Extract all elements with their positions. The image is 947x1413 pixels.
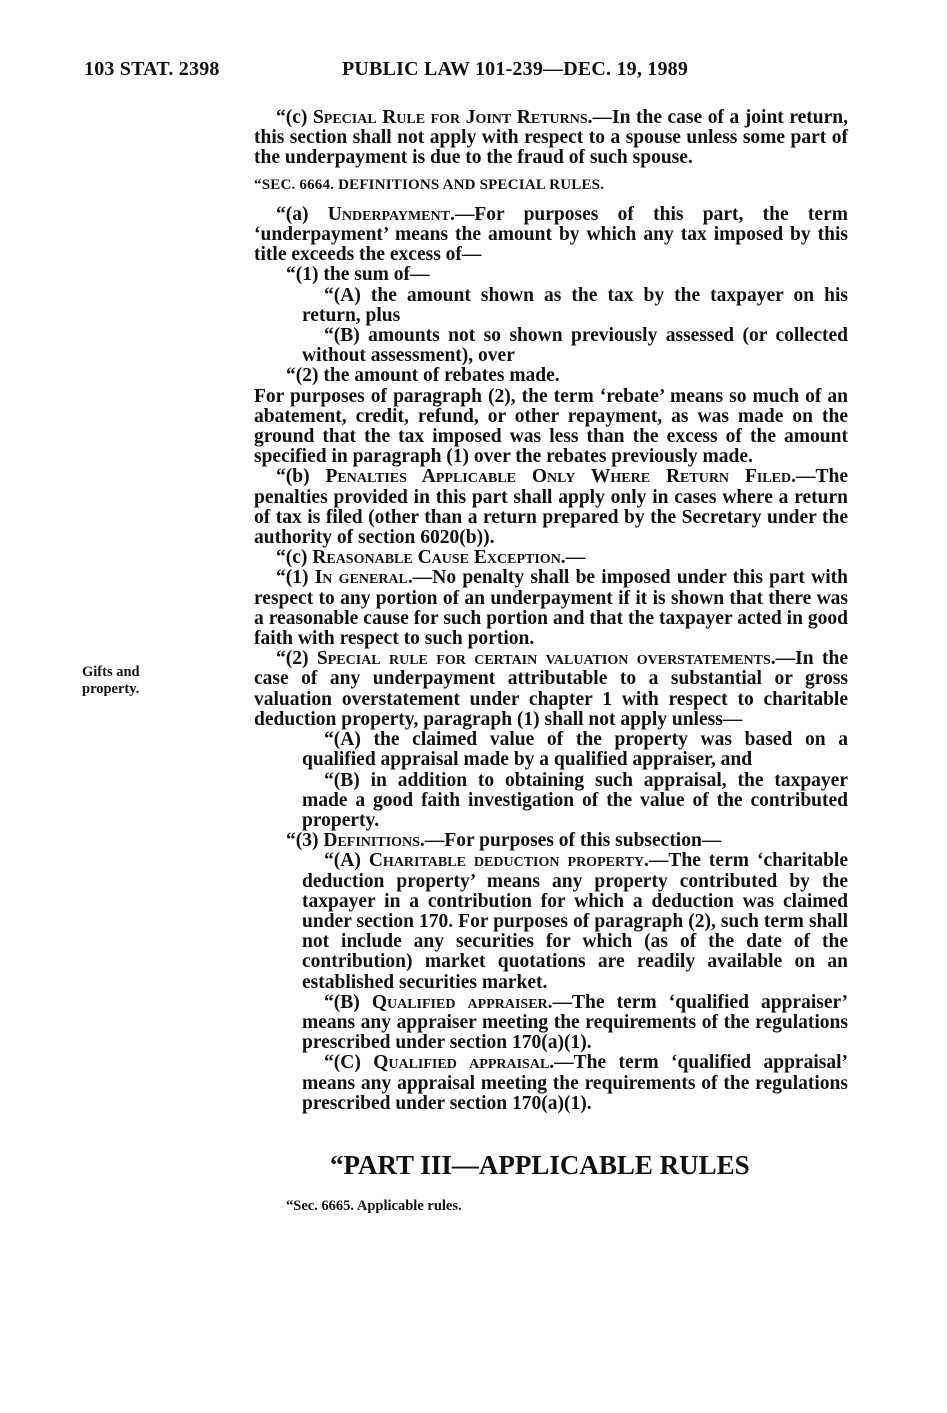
definition-heading: Charitable deduction property.	[368, 850, 649, 872]
subparagraph-b-investigation: “(B) in addition to obtaining such appraisal, the taxpayer made a good faith investigation of the value of the contributed property.	[302, 769, 848, 831]
subsection-c-reasonable-cause: “(c) Reasonable Cause Exception.—	[276, 547, 586, 569]
definition-charitable-deduction-property: “(A) Charitable deduction property.—The term ‘charitable deduction property’ means any property contributed by the taxpayer in a contribution for which a deduction was claimed under section 170. For purposes of paragraph (2), such term shall not include any securities for which (as of the date of the contribution) market quotations are readily available on an established securities market.	[302, 850, 848, 993]
paragraph-heading: Special rule for certain valuation overstatements.	[316, 648, 776, 670]
subsection-heading: Reasonable Cause Exception.	[312, 547, 566, 569]
subsection-heading: Underpayment.	[327, 203, 455, 225]
definition-qualified-appraisal: “(C) Qualified appraisal.—The term ‘qualified appraisal’ means any appraisal meeting the requirements of the regulations prescribed under section 170(a)(1).	[302, 1052, 848, 1114]
definition-qualified-appraiser: “(B) Qualified appraiser.—The term ‘qualified appraiser’ means any appraiser meeting the requirements of the regulations prescribed under section 170(a)(1).	[302, 991, 848, 1054]
definition-heading: Qualified appraisal.	[373, 1052, 555, 1074]
paragraph-1-in-general: “(1) In general.—No penalty shall be imposed under this part with respect to any portion of an underpayment if it is shown that there was a reasonable cause for such portion and that the taxpayer acted in good faith with respect to such portion.	[254, 567, 848, 650]
section-6664-heading: “SEC. 6664. DEFINITIONS AND SPECIAL RULES.	[254, 176, 605, 193]
part-title: “PART III—APPLICABLE RULES	[330, 1150, 750, 1180]
paragraph-2: “(2) the amount of rebates made.	[286, 365, 560, 387]
subsection-a-underpayment: “(a) Underpayment.—For purposes of this part, the term ‘underpayment’ means the amount by which any tax imposed by this title exceeds the excess of—	[254, 203, 848, 266]
subsection-heading: Penalties Applicable Only Where Return Filed.	[325, 466, 796, 488]
subparagraph-a-appraisal: “(A) the claimed value of the property was based on a qualified appraisal made by a qualified appraiser, and	[302, 729, 848, 771]
statute-body	[254, 108, 848, 1114]
subparagraph-a: “(A) the amount shown as the tax by the taxpayer on his return, plus	[302, 284, 848, 326]
public-law-citation: PUBLIC LAW 101-239—DEC. 19, 1989	[342, 58, 689, 80]
paragraph-2-special-rule: “(2) Special rule for certain valuation overstatements.—In the case of any underpayment attributable to a substantial or gross valuation overstatement under chapter 1 with respect to charitable deduction property, paragraph (1) shall not apply unless—	[254, 648, 848, 730]
paragraph-1: “(1) the sum of—	[286, 264, 430, 286]
subsection-heading: Special Rule for Joint Returns.	[312, 107, 593, 128]
definition-heading: Qualified appraiser.	[371, 991, 553, 1013]
paragraph-heading: In general.	[314, 567, 413, 589]
paragraph-3-definitions: “(3) Definitions.—For purposes of this subsection—	[286, 830, 722, 852]
subparagraph-b: “(B) amounts not so shown previously assessed (or collected without assessment), over	[302, 325, 848, 367]
stat-page-number: 103 STAT. 2398	[84, 58, 220, 80]
paragraph-heading: Definitions.	[323, 830, 425, 852]
margin-note: Gifts and property.	[82, 664, 140, 697]
toc-entry: “Sec. 6665. Applicable rules.	[286, 1198, 462, 1214]
subsection-b-penalties: “(b) Penalties Applicable Only Where Return Filed.—The penalties provided in this part shall apply only in cases where a return of tax is filed (other than a return prepared by the Secretary under the authority of section 6020(b)).	[254, 466, 848, 549]
rebate-definition: For purposes of paragraph (2), the term ‘rebate’ means so much of an abatement, credit, refund, or other repayment, as was made on the ground that the tax imposed was less than the excess of the amount specified in paragraph (1) over the rebates previously made.	[254, 385, 848, 468]
subsection-c-joint-returns: “(c) Special Rule for Joint Returns.—In the case of a joint return, this section shall not apply with respect to a spouse unless some part of the underpayment is due to the fraud of such spouse.	[254, 107, 848, 169]
